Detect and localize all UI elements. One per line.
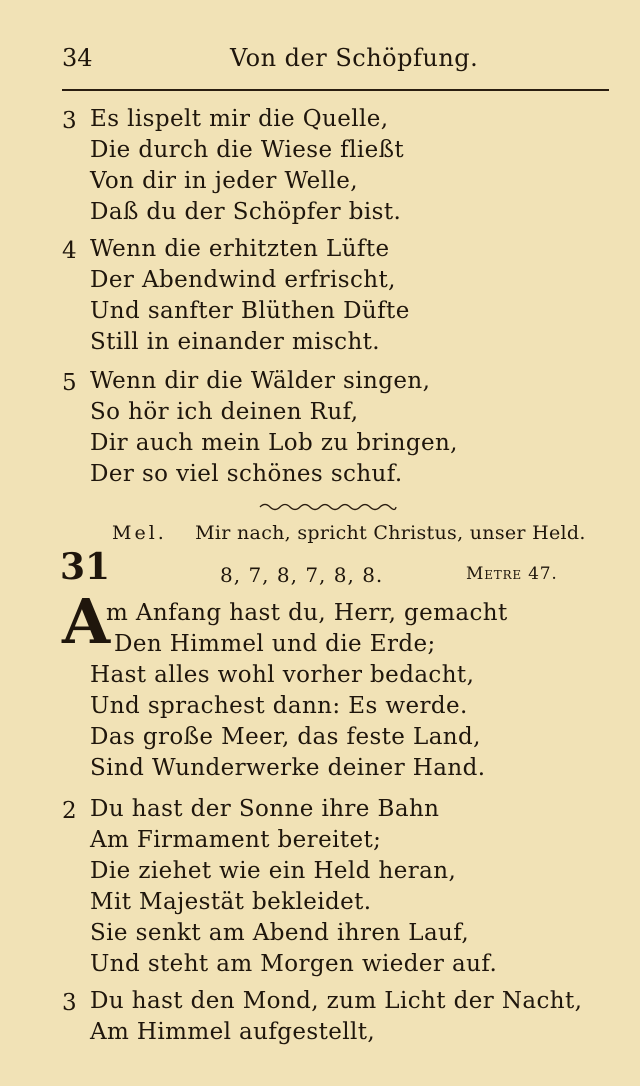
- verse-line: Du hast den Mond, zum Licht der Nacht,: [90, 988, 583, 1014]
- verse-line: Daß du der Schöpfer bist.: [90, 199, 402, 225]
- ornament-divider: [258, 500, 398, 514]
- verse-number: 4: [62, 238, 77, 264]
- page-header: [62, 44, 610, 84]
- verse-line: Wenn die erhitzten Lüfte: [90, 236, 390, 262]
- metre-label: Metre 47.: [466, 564, 558, 584]
- verse-line: Mit Majestät bekleidet.: [90, 889, 372, 915]
- verse-line: m Anfang hast du, Herr, gemacht: [106, 600, 508, 626]
- verse-line: Am Himmel aufgestellt,: [90, 1019, 376, 1045]
- header-rule: [62, 89, 609, 91]
- verse-line: Die durch die Wiese fließt: [90, 137, 405, 163]
- verse-line: Den Himmel und die Erde;: [114, 631, 436, 657]
- melody-line: [112, 522, 586, 544]
- running-title: Von der Schöpfung.: [230, 44, 479, 72]
- verse-line: Still in einander mischt.: [90, 329, 381, 355]
- verse-line: Das große Meer, das feste Land,: [90, 724, 481, 750]
- verse-number: 5: [62, 370, 77, 396]
- hymn-number: 31: [60, 546, 111, 588]
- verse-line: Sind Wunderwerke deiner Hand.: [90, 755, 486, 781]
- page-number: 34: [62, 44, 93, 72]
- verse-line: Dir auch mein Lob zu bringen,: [90, 430, 458, 456]
- verse-line: Und steht am Morgen wieder auf.: [90, 951, 498, 977]
- verse-line: Sie senkt am Abend ihren Lauf,: [90, 920, 470, 946]
- verse-line: Und sprachest dann: Es werde.: [90, 693, 468, 719]
- drop-cap: A: [62, 585, 111, 658]
- verse-line: Es lispelt mir die Quelle,: [90, 106, 389, 132]
- verse-number: 3: [62, 108, 77, 134]
- verse-line: Am Firmament bereitet;: [90, 827, 382, 853]
- verse-line: Der Abendwind erfrischt,: [90, 267, 396, 293]
- verse-line: Von dir in jeder Welle,: [90, 168, 358, 194]
- verse-line: So hör ich deinen Ruf,: [90, 399, 359, 425]
- verse-number: 3: [62, 990, 77, 1016]
- melody-title: Mir nach, spricht Christus, unser Held.: [195, 522, 586, 544]
- verse-line: Du hast der Sonne ihre Bahn: [90, 796, 440, 822]
- verse-line: Und sanfter Blüthen Düfte: [90, 298, 410, 324]
- verse-line: Hast alles wohl vorher bedacht,: [90, 662, 475, 688]
- verse-line: Der so viel schönes schuf.: [90, 461, 403, 487]
- verse-line: Wenn dir die Wälder singen,: [90, 368, 431, 394]
- verse-line: Die ziehet wie ein Held heran,: [90, 858, 457, 884]
- meter-pattern: 8, 7, 8, 7, 8, 8.: [220, 563, 384, 587]
- mel-label: Mel.: [112, 522, 167, 544]
- verse-number: 2: [62, 798, 77, 824]
